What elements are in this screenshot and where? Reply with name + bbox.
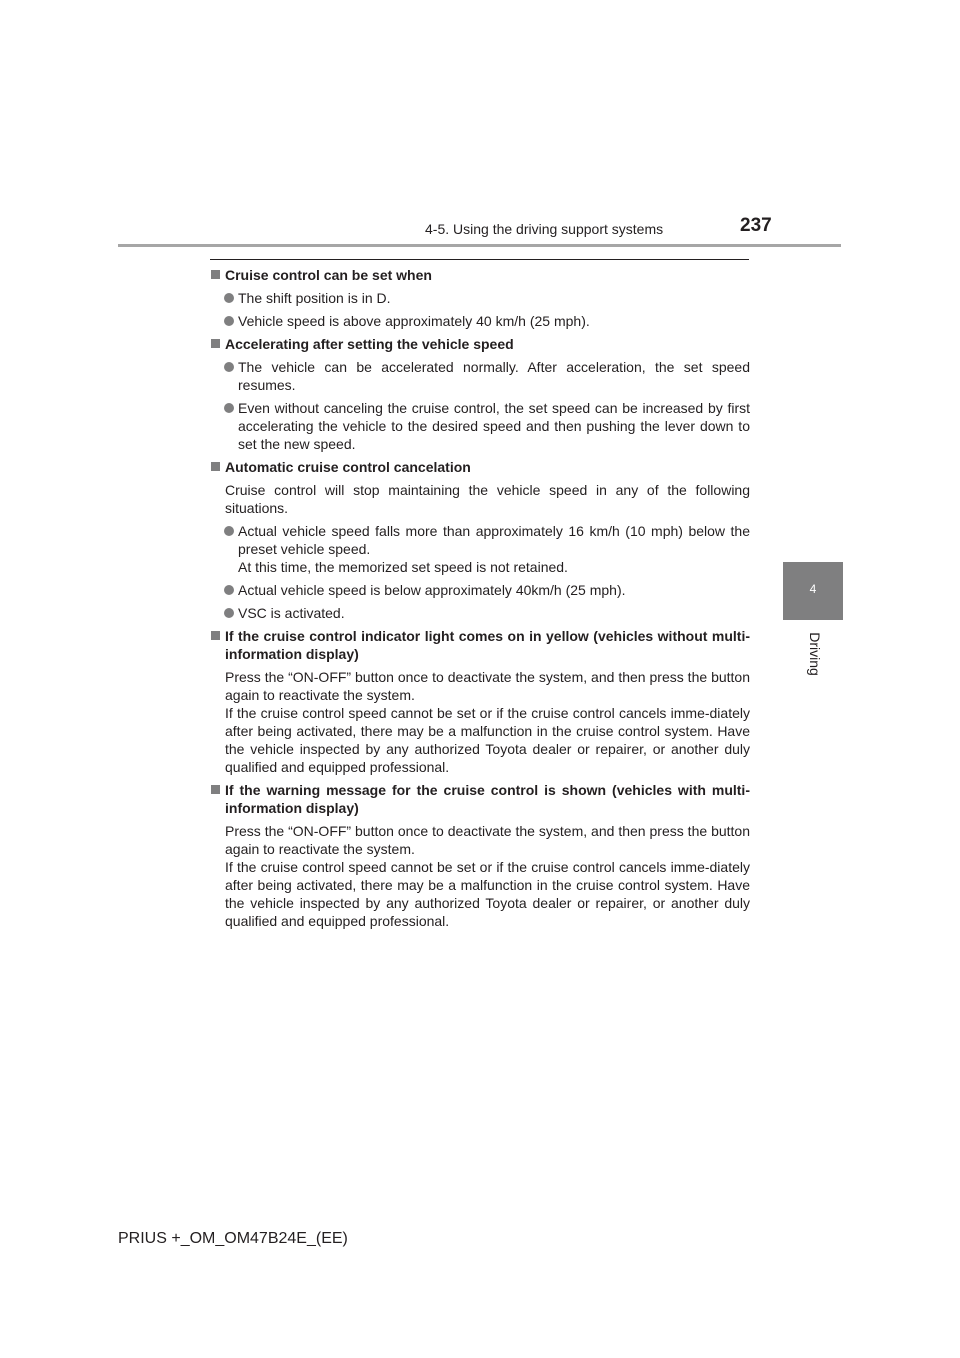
section-heading: If the cruise control indicator light comes on in yellow (vehicles without multi-information display) <box>210 627 750 663</box>
list-item: Actual vehicle speed falls more than approximately 16 km/h (10 mph) below the preset vehicle speed. At this time, the memorized set speed is not retained. <box>210 522 750 576</box>
list-item: Actual vehicle speed is below approximately 40km/h (25 mph). <box>210 581 750 599</box>
section-heading: Cruise control can be set when <box>210 266 750 284</box>
section-intro: Cruise control will stop maintaining the vehicle speed in any of the following situations. <box>225 482 750 516</box>
circle-bullet-icon <box>224 316 234 326</box>
section-indicator-yellow <box>210 627 750 776</box>
section-heading: Accelerating after setting the vehicle speed <box>210 335 750 353</box>
header-divider <box>118 244 841 247</box>
section-automatic-cancelation <box>210 458 750 622</box>
section-warning-message <box>210 781 750 930</box>
bullet-note: At this time, the memorized set speed is not retained. <box>238 559 568 575</box>
list-item: VSC is activated. <box>210 604 750 622</box>
page-number: 237 <box>740 215 772 236</box>
section-heading: If the warning message for the cruise control is shown (vehicles with multi-information display) <box>210 781 750 817</box>
section-cruise-set-conditions <box>210 266 750 330</box>
square-bullet-icon <box>211 462 220 471</box>
circle-bullet-icon <box>224 526 234 536</box>
section-body: Press the “ON-OFF” button once to deactivate the system, and then press the button again to reactivate the system. If the cruise control speed cannot be set or if the cruise control cancels imme-diately after being activated, there may be a malfunction in the cruise control system. Have the vehicle inspected by any authorized Toyota dealer or repairer, or another duly qualified and equipped professional. <box>225 823 750 929</box>
circle-bullet-icon <box>224 293 234 303</box>
section-heading: Automatic cruise control cancelation <box>210 458 750 476</box>
chapter-tab <box>783 562 843 620</box>
content-divider <box>210 259 749 260</box>
square-bullet-icon <box>211 785 220 794</box>
list-item: Vehicle speed is above approximately 40 km/h (25 mph). <box>210 312 750 330</box>
header-section-title: 4-5. Using the driving support systems <box>425 221 664 237</box>
chapter-tab-label-box <box>800 628 830 680</box>
list-item: Even without canceling the cruise control, the set speed can be increased by first accelerating the vehicle to the desired speed and then pushing the lever down to set the new speed. <box>210 399 750 453</box>
section-body: Press the “ON-OFF” button once to deactivate the system, and then press the button again to reactivate the system. If the cruise control speed cannot be set or if the cruise control cancels imme-diately after being activated, there may be a malfunction in the cruise control system. Have the vehicle inspected by any authorized Toyota dealer or repairer, or another duly qualified and equipped professional. <box>225 669 750 775</box>
page-content <box>210 266 750 935</box>
square-bullet-icon <box>211 339 220 348</box>
list-item: The vehicle can be accelerated normally. After acceleration, the set speed resumes. <box>210 358 750 394</box>
square-bullet-icon <box>211 270 220 279</box>
circle-bullet-icon <box>224 362 234 372</box>
square-bullet-icon <box>211 631 220 640</box>
circle-bullet-icon <box>224 403 234 413</box>
section-accelerating <box>210 335 750 453</box>
document-id: PRIUS +_OM_OM47B24E_(EE) <box>118 1230 348 1247</box>
list-item: The shift position is in D. <box>210 289 750 307</box>
circle-bullet-icon <box>224 608 234 618</box>
chapter-tab-number: 4 <box>809 582 817 596</box>
circle-bullet-icon <box>224 585 234 595</box>
chapter-tab-label: Driving <box>807 632 823 676</box>
